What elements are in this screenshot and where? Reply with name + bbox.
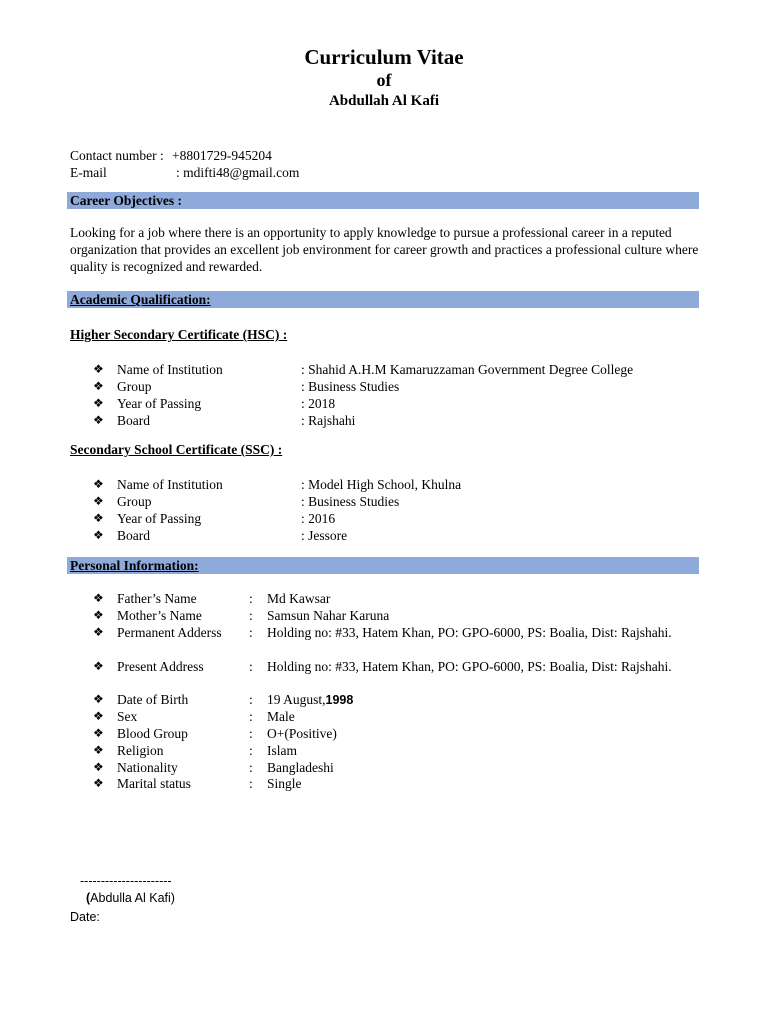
personal-row-colon: : bbox=[249, 726, 253, 741]
academic-band bbox=[67, 291, 699, 308]
personal-row-label: Mother’s Name bbox=[117, 608, 202, 623]
personal-row-label: Religion bbox=[117, 743, 164, 758]
hsc-row-label: Board bbox=[117, 413, 150, 428]
hsc-row-value: : Rajshahi bbox=[301, 413, 356, 428]
title-of: of bbox=[376, 70, 392, 90]
personal-row-colon: : bbox=[249, 709, 253, 724]
ssc-row-value: : Business Studies bbox=[301, 494, 400, 509]
ssc-row-label: Year of Passing bbox=[117, 511, 202, 526]
diamond-bullet-icon: ❖ bbox=[93, 511, 104, 525]
personal-row-value-bold: 1998 bbox=[325, 693, 354, 707]
diamond-bullet-icon: ❖ bbox=[93, 396, 104, 410]
ssc-heading: Secondary School Certificate (SSC) : bbox=[70, 442, 283, 457]
signature-date-label: Date: bbox=[70, 910, 100, 924]
personal-row-value-text: Md Kawsar bbox=[267, 591, 331, 606]
personal-row-colon: : bbox=[249, 743, 253, 758]
personal-row-value-text: Islam bbox=[267, 743, 297, 758]
personal-row-value-text: Holding no: #33, Hatem Khan, PO: GPO-6000, PS: Boalia, Dist: Rajshahi. bbox=[267, 659, 672, 674]
diamond-bullet-icon: ❖ bbox=[93, 776, 104, 790]
diamond-bullet-icon: ❖ bbox=[93, 709, 104, 723]
applicant-name: Abdullah Al Kafi bbox=[328, 93, 440, 109]
personal-row-value bbox=[267, 742, 672, 759]
personal-row-label: Marital status bbox=[117, 776, 191, 791]
ssc-row-label: Name of Institution bbox=[117, 477, 223, 492]
personal-row-colon: : bbox=[249, 692, 253, 707]
signature-open-paren: ( bbox=[86, 891, 91, 905]
personal-row-value bbox=[267, 708, 672, 725]
hsc-row-value: : 2018 bbox=[301, 396, 336, 411]
personal-row-value bbox=[267, 624, 672, 641]
contact-email-value: : mdifti48@gmail.com bbox=[176, 165, 300, 180]
diamond-bullet-icon: ❖ bbox=[93, 608, 104, 622]
career-objectives-band bbox=[67, 192, 699, 209]
personal-row-label: Father’s Name bbox=[117, 591, 197, 606]
personal-heading: Personal Information: bbox=[70, 558, 199, 573]
diamond-bullet-icon: ❖ bbox=[93, 625, 104, 639]
hsc-row-value: : Shahid A.H.M Kamaruzzaman Government Degree College bbox=[301, 362, 634, 377]
personal-row-label: Nationality bbox=[117, 760, 178, 775]
personal-row-value-text: Samsun Nahar Karuna bbox=[267, 608, 390, 623]
diamond-bullet-icon: ❖ bbox=[93, 413, 104, 427]
signature-name-text: Abdulla Al Kafi) bbox=[90, 891, 175, 905]
diamond-bullet-icon: ❖ bbox=[93, 379, 104, 393]
personal-row-value-text: Bangladeshi bbox=[267, 760, 334, 775]
personal-row-label: Sex bbox=[117, 709, 138, 724]
diamond-bullet-icon: ❖ bbox=[93, 362, 104, 376]
personal-row-value bbox=[267, 725, 672, 742]
ssc-row-value: : Jessore bbox=[301, 528, 348, 543]
career-objectives-heading: Career Objectives : bbox=[70, 193, 182, 208]
personal-row-colon: : bbox=[249, 760, 253, 775]
academic-heading: Academic Qualification: bbox=[70, 292, 211, 307]
personal-row-value-text: Male bbox=[267, 709, 295, 724]
diamond-bullet-icon: ❖ bbox=[93, 591, 104, 605]
diamond-bullet-icon: ❖ bbox=[93, 743, 104, 757]
ssc-row-label: Board bbox=[117, 528, 150, 543]
ssc-row-label: Group bbox=[117, 494, 152, 509]
signature-name bbox=[86, 891, 175, 905]
contact-phone-label: Contact number : bbox=[70, 148, 164, 163]
personal-row-value bbox=[267, 590, 672, 607]
personal-row-value-text: 19 August, bbox=[267, 692, 326, 707]
personal-row-value bbox=[267, 691, 672, 709]
hsc-row-label: Group bbox=[117, 379, 152, 394]
contact-phone-value: +8801729-945204 bbox=[172, 148, 272, 163]
hsc-row-label: Name of Institution bbox=[117, 362, 223, 377]
document-title: Curriculum Vitae bbox=[304, 45, 464, 69]
diamond-bullet-icon: ❖ bbox=[93, 726, 104, 740]
personal-row-label: Permanent Adderss bbox=[117, 625, 222, 640]
signature-line: ---------------------- bbox=[80, 874, 172, 888]
diamond-bullet-icon: ❖ bbox=[93, 692, 104, 706]
ssc-row-value: : 2016 bbox=[301, 511, 336, 526]
hsc-heading: Higher Secondary Certificate (HSC) : bbox=[70, 327, 288, 342]
contact-email-label: E-mail bbox=[70, 165, 107, 180]
personal-row-label: Present Address bbox=[117, 659, 204, 674]
personal-row-colon: : bbox=[249, 776, 253, 791]
personal-row-value bbox=[267, 759, 672, 776]
personal-row-value-text: Single bbox=[267, 776, 302, 791]
diamond-bullet-icon: ❖ bbox=[93, 528, 104, 542]
hsc-row-value: : Business Studies bbox=[301, 379, 400, 394]
personal-row-value bbox=[267, 775, 672, 792]
career-objectives-text: Looking for a job where there is an opportunity to apply knowledge to pursue a professional career in a reputed organization that provides an excellent job environment for career growth and practices a professional culture where quality is recognized and rewarded. bbox=[70, 225, 699, 274]
personal-row-value bbox=[267, 658, 672, 675]
personal-row-label: Date of Birth bbox=[117, 692, 189, 707]
diamond-bullet-icon: ❖ bbox=[93, 477, 104, 491]
personal-row-value bbox=[267, 607, 672, 624]
personal-row-colon: : bbox=[249, 659, 253, 674]
diamond-bullet-icon: ❖ bbox=[93, 659, 104, 673]
diamond-bullet-icon: ❖ bbox=[93, 494, 104, 508]
personal-row-value-text: Holding no: #33, Hatem Khan, PO: GPO-6000, PS: Boalia, Dist: Rajshahi. bbox=[267, 625, 672, 640]
personal-row-value-text: O+(Positive) bbox=[267, 726, 337, 741]
hsc-row-label: Year of Passing bbox=[117, 396, 202, 411]
personal-row-colon: : bbox=[249, 625, 253, 640]
personal-row-colon: : bbox=[249, 591, 253, 606]
diamond-bullet-icon: ❖ bbox=[93, 760, 104, 774]
personal-band bbox=[67, 557, 699, 574]
personal-row-label: Blood Group bbox=[117, 726, 188, 741]
personal-row-colon: : bbox=[249, 608, 253, 623]
ssc-row-value: : Model High School, Khulna bbox=[301, 477, 462, 492]
